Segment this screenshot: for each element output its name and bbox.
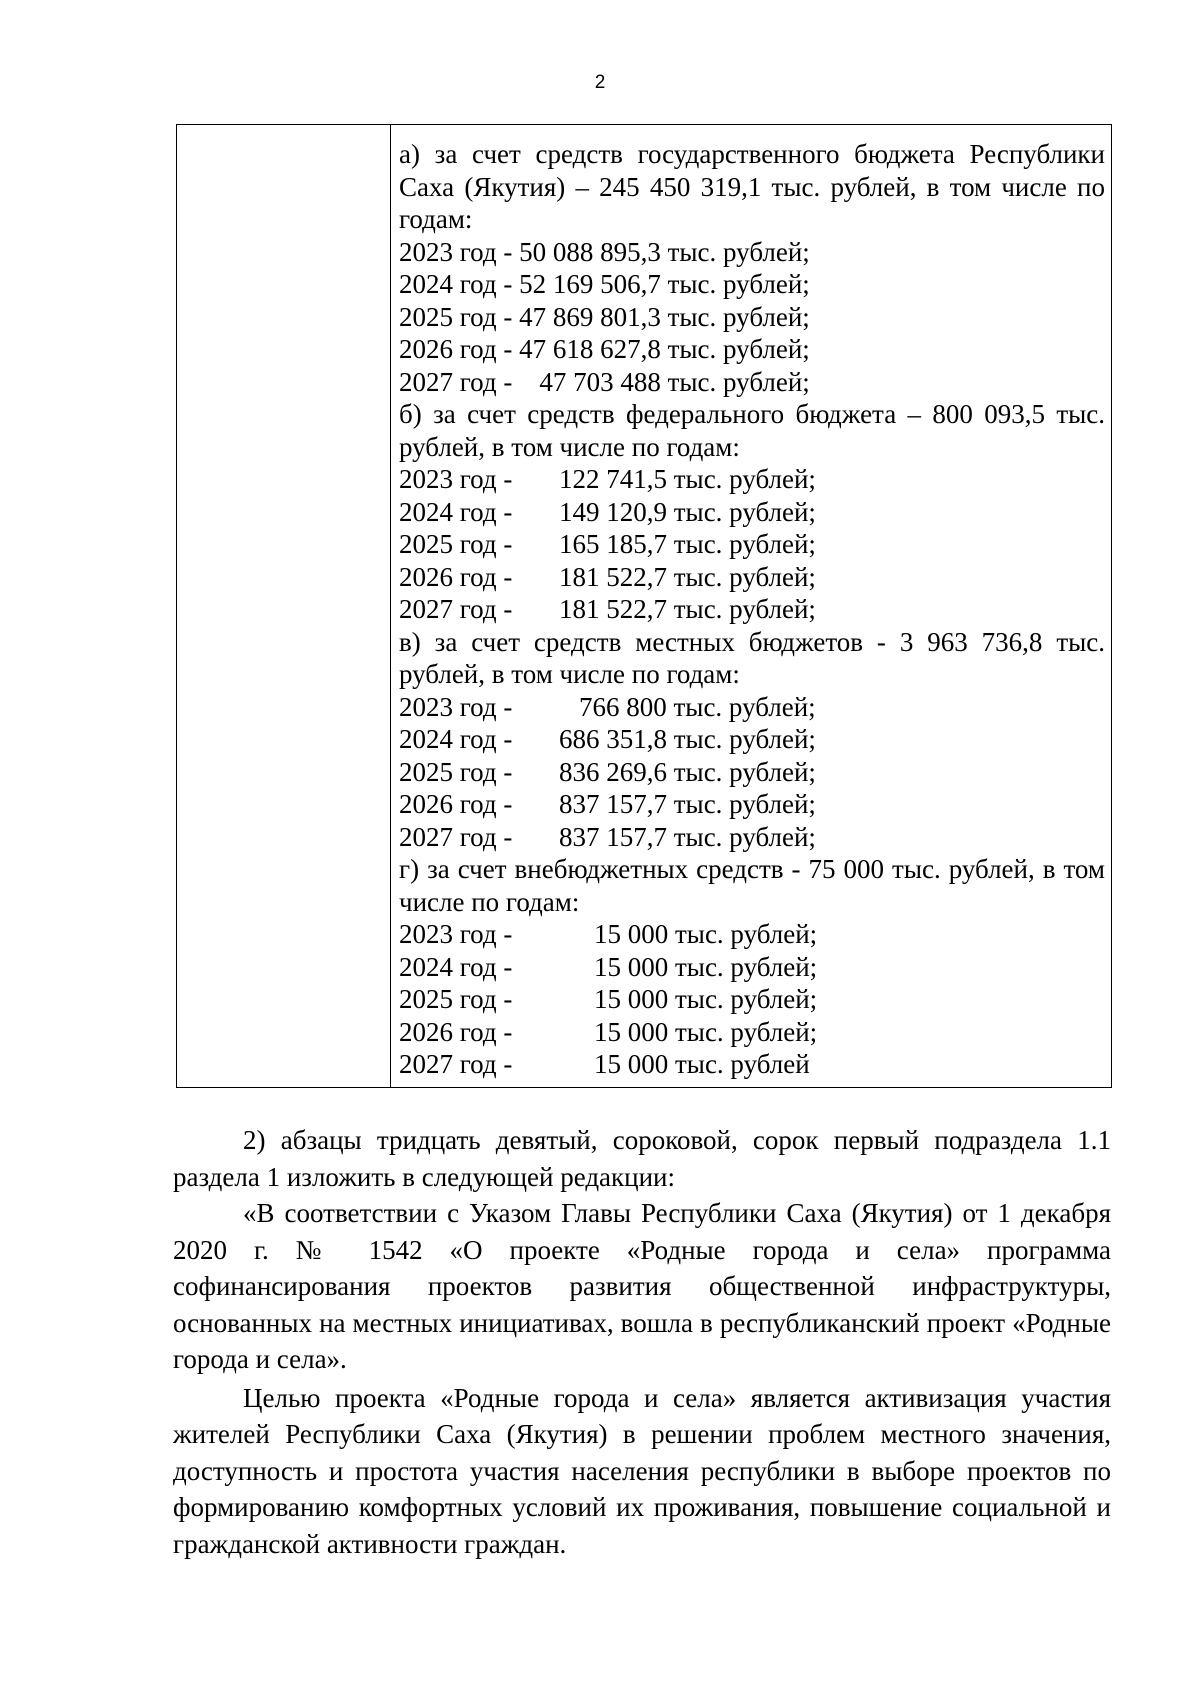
paragraph-decree: «В соответствии с Указом Главы Республики Саха (Якутия) от 1 декабря 2020 г. № 1542 «О проекте «Родные города и села» программа софинансирования проектов развития общественной инфраструктуры, основанных на местных инициативах, вошла в республиканский проект «Родные города и села». (173, 1198, 1111, 1374)
section-c-year-row (399, 691, 1105, 724)
section-b-year-row (399, 496, 1105, 529)
year-label: 2023 год - (399, 464, 513, 494)
year-label: 2024 год - (399, 724, 513, 754)
section-d-year-row (399, 983, 1105, 1016)
section-a-year-row: 2026 год - 47 618 627,8 тыс. рублей; (399, 334, 810, 364)
section-a-year-row: 2025 год - 47 869 801,3 тыс. рублей; (399, 301, 810, 332)
section-d-line-2: числе по годам: (399, 886, 580, 917)
section-b-year-row (399, 593, 1105, 626)
section-c-year-row (399, 821, 1105, 854)
table-right-cell (391, 125, 1111, 1087)
year-amount: 15 000 тыс. рублей; (594, 951, 818, 982)
table-left-cell (177, 125, 391, 1087)
section-b-year-row (399, 528, 1105, 561)
year-amount: 837 157,7 тыс. рублей; (559, 789, 816, 819)
year-label: 2024 год - (399, 496, 513, 527)
section-b-line-2: рублей, в том числе по годам: (399, 431, 740, 462)
year-label: 2026 год - (399, 1016, 513, 1047)
section-d-year-row (399, 918, 1105, 951)
year-amount: 15 000 тыс. рублей (594, 1049, 810, 1079)
year-amount: 836 269,6 тыс. рублей; (559, 756, 816, 787)
section-c-year-row (399, 723, 1105, 756)
paragraph-goal: Целью проекта «Родные города и села» является активизация участия жителей Республики Саха (Якутия) в решении проблем местного значения, доступность и простота участия населения республики в выборе проектов по формированию комфортных условий их проживания, повышение социальной и гражданской активности граждан. (173, 1382, 1111, 1559)
section-b-year-row (399, 463, 1105, 496)
year-amount: 122 741,5 тыс. рублей; (559, 464, 816, 494)
year-label: 2025 год - (399, 756, 513, 787)
section-a-year-row: 2023 год - 50 088 895,3 тыс. рублей; (399, 236, 810, 267)
section-c-year-row (399, 788, 1105, 821)
section-b-year-row (399, 561, 1105, 594)
year-amount: 686 351,8 тыс. рублей; (559, 724, 816, 754)
section-c-year-row (399, 756, 1105, 789)
year-amount: 766 800 тыс. рублей; (579, 691, 816, 722)
section-a-line-3: годам: (399, 204, 473, 234)
body-text (173, 1122, 1111, 1562)
section-a-year-row: 2024 год - 52 169 506,7 тыс. рублей; (399, 269, 810, 299)
year-label: 2027 год - (399, 1049, 513, 1079)
year-label: 2026 год - (399, 789, 513, 819)
year-amount: 165 185,7 тыс. рублей; (559, 529, 816, 559)
section-d-year-row (399, 1016, 1105, 1049)
year-label: 2026 год - (399, 561, 513, 592)
year-label: 2025 год - (399, 984, 513, 1014)
year-amount: 15 000 тыс. рублей; (594, 984, 818, 1014)
year-amount: 15 000 тыс. рублей; (594, 919, 818, 949)
year-label: 2027 год - (399, 594, 513, 624)
year-amount: 837 157,7 тыс. рублей; (559, 821, 816, 852)
year-amount: 149 120,9 тыс. рублей; (559, 496, 816, 527)
year-label: 2024 год - (399, 951, 513, 982)
section-a-year-row: 2027 год - 47 703 488 тыс. рублей; (399, 366, 810, 397)
section-c-line-2: рублей, в том числе по годам: (399, 659, 740, 689)
section-c-line-1: в) за счет средств местных бюджетов - 3 963 736,8 тыс. (399, 626, 1105, 657)
section-b-line-1: б) за счет средств федерального бюджета – 800 093,5 тыс. (399, 399, 1105, 429)
section-a-line-2: Саха (Якутия) – 245 450 319,1 тыс. рублей, в том числе по (399, 171, 1105, 202)
year-amount: 181 522,7 тыс. рублей; (559, 594, 816, 624)
year-label: 2027 год - (399, 821, 513, 852)
year-amount: 15 000 тыс. рублей; (594, 1016, 818, 1047)
section-d-year-row (399, 951, 1105, 984)
section-d-line-1: г) за счет внебюджетных средств - 75 000 тыс. рублей, в том (399, 854, 1105, 884)
year-amount: 181 522,7 тыс. рублей; (559, 561, 816, 592)
year-label: 2025 год - (399, 529, 513, 559)
section-d-year-row (399, 1048, 1105, 1081)
year-label: 2023 год - (399, 691, 513, 722)
paragraph-amendment: 2) абзацы тридцать девятый, сороковой, сорок первый подраздела 1.1 раздела 1 изложить в следующей редакции: (173, 1125, 1111, 1192)
page-number: 2 (594, 72, 606, 93)
year-label: 2023 год - (399, 919, 513, 949)
financing-table (176, 124, 1112, 1088)
section-a-line-1: а) за счет средств государственного бюджета Республики (399, 139, 1105, 169)
